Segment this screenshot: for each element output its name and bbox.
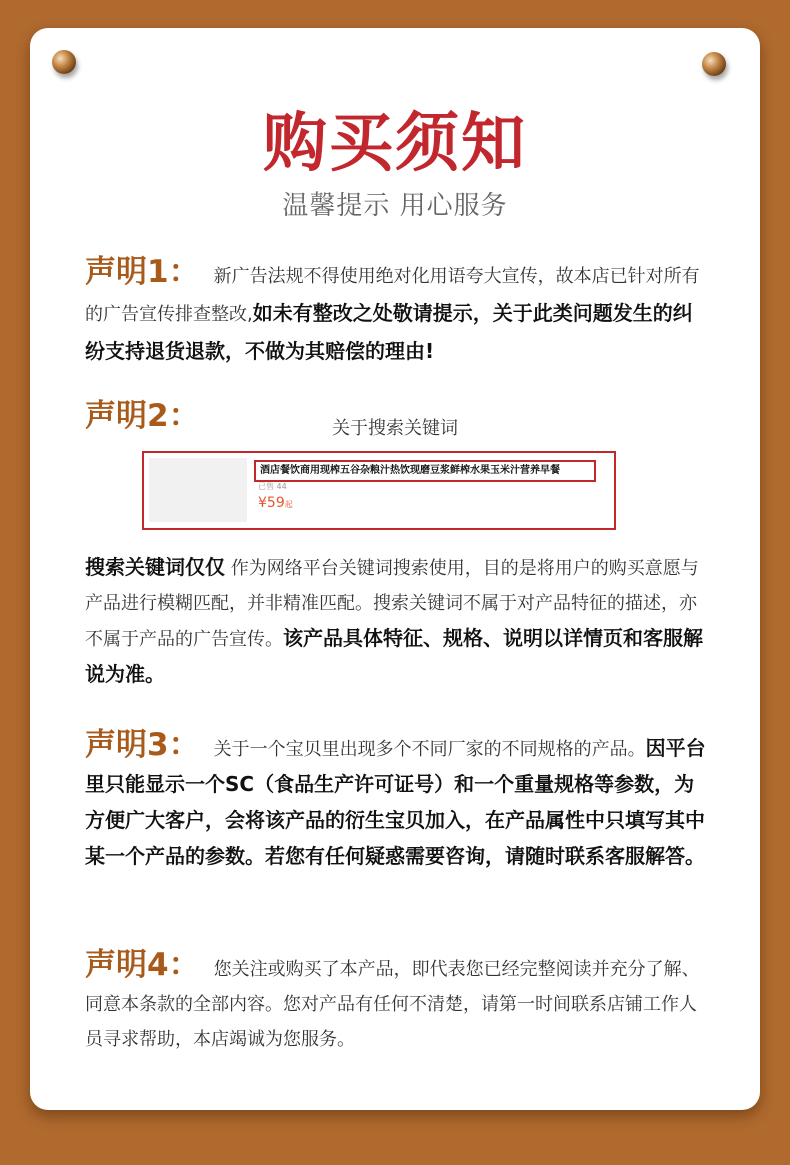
product-listing-example [142, 451, 616, 530]
statement-heading: 声明3： [85, 727, 200, 763]
statement-text: 新广告法规不得使用绝对化用语夸大宣传，故本店已针对所有的广告宣传排查整改, [85, 266, 700, 325]
price-value: 59 [266, 495, 285, 511]
statement-text: 您关注或购买了本产品，即代表您已经完整阅读并充分了解、同意本条款的全部内容。您对产品有任何不清楚，请第一时间联系店铺工作人员寻求帮助，本店竭诚为您服务。 [85, 959, 700, 1050]
statement-3 [85, 728, 710, 875]
product-thumbnail [149, 458, 247, 522]
statement-emphasis: 如未有整改之处敬请提示，关于此类问题发生的纠纷支持退货退款，不做为其赔偿的理由! [85, 301, 693, 363]
keyword-caption: 关于搜索关键词 [332, 418, 458, 439]
pin-icon [52, 50, 76, 74]
statement-emphasis: 该产品具体特征、规格、说明以详情页和客服解说为准。 [85, 626, 703, 686]
page-title: 购买须知 [263, 106, 527, 181]
product-title: 酒店餐饮商用现榨五谷杂粮汁热饮现磨豆浆鲜榨水果玉米汁营养早餐 [254, 460, 596, 482]
statement-2 [85, 550, 710, 693]
statement-4 [85, 948, 710, 1057]
price-symbol: ¥ [258, 495, 267, 511]
statement-heading: 声明1： [85, 254, 200, 290]
statement-heading: 声明4： [85, 947, 200, 983]
product-price [258, 495, 293, 511]
statement-text: 关于一个宝贝里出现多个不同厂家的不同规格的产品。 [213, 739, 646, 760]
statement-text: 作为网络平台关键词搜索使用，目的是将用户的购买意愿与产品进行模糊匹配，并非精准匹配。搜索关键词不属于对产品特征的描述，亦不属于产品的广告宣传。 [85, 558, 699, 650]
price-suffix: 起 [284, 500, 293, 509]
notice-card [30, 28, 760, 1110]
statement-1 [85, 254, 710, 371]
statement-lead: 搜索关键词仅仅 [85, 555, 225, 579]
page-subtitle: 温馨提示 用心服务 [282, 191, 508, 221]
statement-emphasis: 因平台里只能显示一个SC（食品生产许可证号）和一个重量规格等参数，为方便广大客户，会将该产品的衍生宝贝加入，在产品属性中只填写其中某一个产品的参数。若您有任何疑惑需要咨询，请随时联系客服解答。 [85, 736, 706, 868]
pin-icon [702, 52, 726, 76]
sold-count: 已售 44 [258, 482, 287, 491]
statement-heading: 声明2： [85, 398, 200, 434]
